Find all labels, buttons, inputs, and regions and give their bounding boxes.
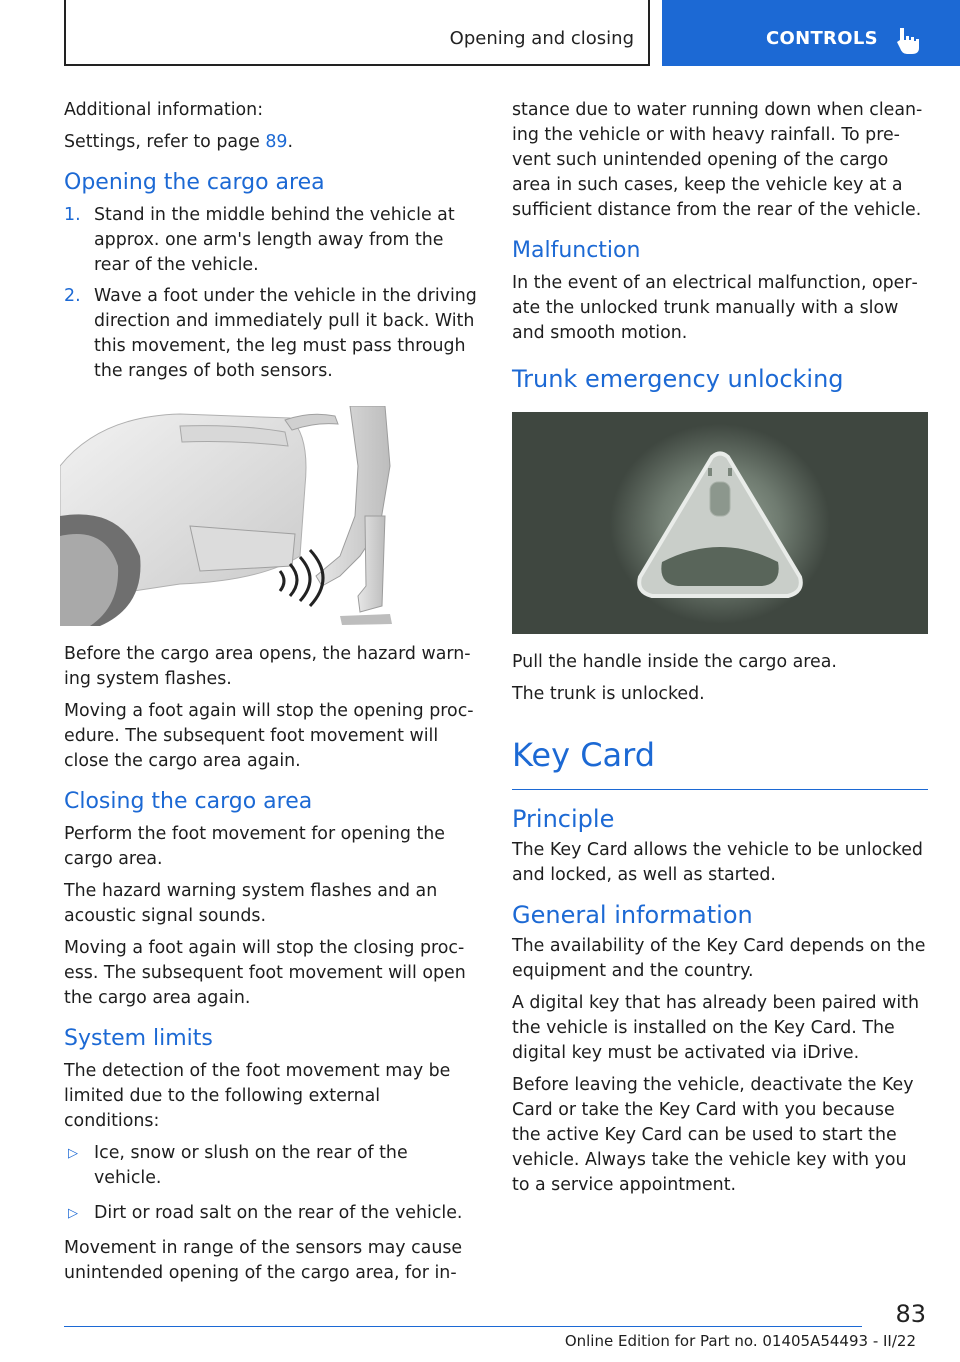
heading-closing-cargo-area: Closing the cargo area	[64, 789, 313, 814]
heading-malfunction: Malfunction	[512, 238, 641, 263]
page-link[interactable]: 89	[265, 132, 288, 152]
foot-movement-illustration	[60, 406, 400, 626]
paragraph: stance due to water running down when clean‐ing the vehicle or with heavy rainfall. To pre‐vent such unintended opening of the cargo area in such cases, keep the vehicle key at a sufficient distance from the rear of the vehicle.	[512, 100, 923, 220]
right-column	[512, 98, 928, 1205]
paragraph: Perform the foot movement for opening the cargo area.	[64, 824, 445, 869]
edition-footer: Online Edition for Part no. 01405A54493 - II/22	[564, 1332, 916, 1350]
section-title: CONTROLS	[766, 28, 878, 49]
paragraph: The availability of the Key Card depends on the equipment and the country.	[512, 936, 926, 981]
paragraph: Movement in range of the sensors may cause unintended opening of the cargo area, for in‐	[64, 1238, 463, 1283]
step-item: 2. Wave a foot under the vehicle in the driving direction and immediately pull it back. With this movement, the leg must pass through the ranges of both sensors.	[64, 286, 477, 381]
paragraph: Moving a foot again will stop the opening proc‐edure. The subsequent foot movement will close the cargo area again.	[64, 701, 474, 771]
heading-key-card: Key Card	[512, 735, 928, 790]
paragraph: The trunk is unlocked.	[512, 684, 705, 704]
paragraph: Pull the handle inside the cargo area.	[512, 652, 837, 672]
paragraph: The Key Card allows the vehicle to be unlocked and locked, as well as started.	[512, 840, 923, 885]
footer-divider	[64, 1326, 862, 1327]
chapter-title: Opening and closing	[449, 28, 634, 49]
paragraph: Moving a foot again will stop the closing proc‐ess. The subsequent foot movement will open the cargo area again.	[64, 938, 466, 1008]
header-section-tab[interactable]	[662, 0, 960, 66]
left-column	[64, 98, 480, 1293]
list-item: ▷ Ice, snow or slush on the rear of the vehicle.	[68, 1143, 408, 1188]
additional-info-label: Additional information:	[64, 100, 264, 120]
opening-steps	[64, 203, 480, 384]
paragraph: Before the cargo area opens, the hazard warn‐ing system flashes.	[64, 644, 471, 689]
heading-general-information: General information	[512, 901, 753, 929]
list-item: ▷ Dirt or road salt on the rear of the vehicle.	[64, 1201, 480, 1226]
paragraph: In the event of an electrical malfunction, oper‐ate the unlocked trunk manually with a slow and smooth motion.	[512, 273, 918, 343]
heading-trunk-emergency-unlocking: Trunk emergency unlocking	[512, 365, 844, 393]
triangle-bullet-icon: ▷	[68, 1146, 78, 1161]
heading-opening-cargo-area: Opening the cargo area	[64, 170, 325, 195]
heading-principle: Principle	[512, 805, 615, 833]
pointing-hand-icon	[894, 26, 924, 56]
heading-system-limits: System limits	[64, 1026, 213, 1051]
glowing-handle-image	[512, 412, 928, 634]
settings-reference: Settings, refer to page 89.	[64, 132, 293, 152]
paragraph: Before leaving the vehicle, deactivate the Key Card or take the Key Card with you because the active Key Card can be used to start the vehicle. Always take the vehicle key with you to a service appointment.	[512, 1075, 914, 1195]
paragraph: The detection of the foot movement may be limited due to the following external conditions:	[64, 1061, 451, 1131]
paragraph: The hazard warning system flashes and an acoustic signal sounds.	[64, 881, 438, 926]
car-rear-sensor-image	[60, 406, 400, 626]
limits-list	[64, 1141, 480, 1226]
page-number: 83	[895, 1300, 926, 1328]
paragraph: A digital key that has already been paired with the vehicle is installed on the Key Card. The digital key must be activated via iDrive.	[512, 993, 919, 1063]
emergency-handle-illustration	[512, 412, 928, 634]
header-chapter-box	[64, 0, 650, 66]
triangle-bullet-icon: ▷	[68, 1206, 78, 1221]
step-item: 1. Stand in the middle behind the vehicle at approx. one arm's length away from the rear of the vehicle.	[64, 205, 455, 275]
